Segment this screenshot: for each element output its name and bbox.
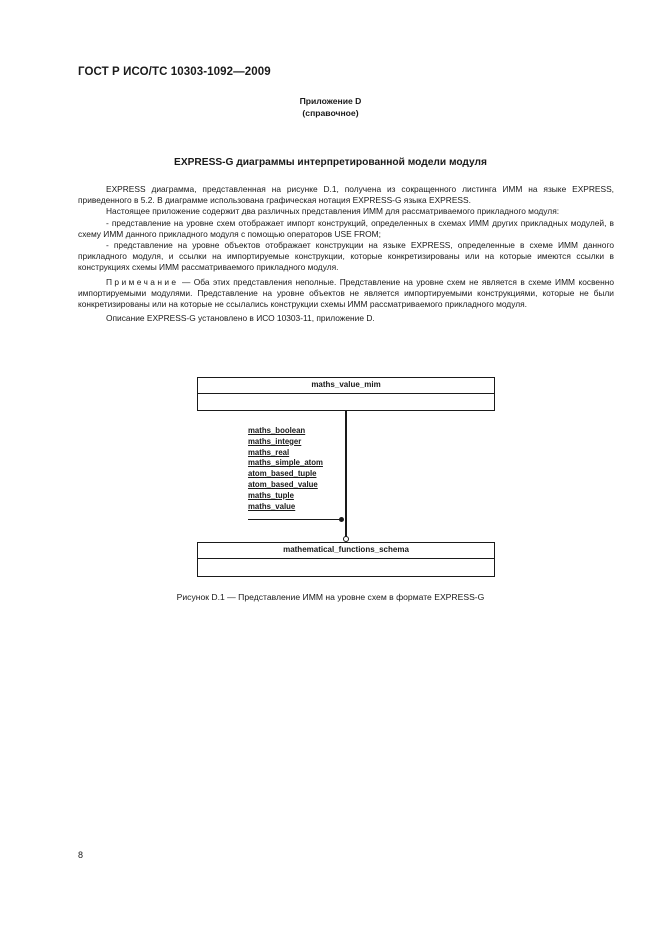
reference-item: maths_value [248,501,296,511]
reference-connector [248,519,342,520]
note-paragraph [78,277,614,311]
reference-item: atom_based_tuple [248,469,317,479]
reference-item: maths_real [248,447,290,457]
reference-item: maths_simple_atom [248,458,323,468]
reference-item: maths_integer [248,436,302,446]
bottom-schema-box [197,542,495,577]
reference-list [248,426,323,512]
top-schema-box [197,377,495,411]
paragraph: EXPRESS диаграмма, представленная на рисунке D.1, получена из сокращенного листинга ИММ на языке EXPRESS, приведенного в 5.2. В диаграмме использована графическая нотация EXPRESS-G языка EXPRESS. [78,184,614,206]
note-text: — Оба этих представления неполные. Представление на уровне схем не является в схеме ИММ косвенно импортируемыми модулями. Представление на уровне объектов не является импортируемыми конструкциями, которые не были конкретизированы или на которые не ссылались конструкции схемы ИММ рассматриваемого прикладного модуля. [78,276,614,310]
top-schema-name: maths_value_mim [198,378,494,394]
paragraph: - представление на уровне схем отображает импорт конструкций, определенных в схемах ИММ других прикладных модулей, в схему ИММ данного прикладного модуля с помощью операторов USE FROM; [78,217,614,239]
bottom-schema-name: mathematical_functions_schema [198,543,494,559]
section-title: EXPRESS-G диаграммы интерпретированной модели модуля [174,157,487,168]
relationship-line [345,411,347,538]
reference-dot [339,517,344,522]
page-number: 8 [78,850,84,860]
reference-item: atom_based_value [248,479,318,489]
reference-item: maths_tuple [248,490,294,500]
body-text [78,184,614,324]
figure-caption: Рисунок D.1 — Представление ИММ на уровне схем в формате EXPRESS-G [176,592,485,602]
note-label: Примечание [106,276,179,287]
paragraph: - представление на уровне объектов отображает конструкции на языке EXPRESS, определенные в схеме ИММ данного прикладного модуля, и ссылки на импортируемые конструкции, которые конкретизированы или на которые имеются ссылки в конструкциях схемы ИММ рассматриваемого прикладного модуля. [78,240,614,273]
description-line: Описание EXPRESS-G установлено в ИСО 10303-11, приложение D. [106,313,375,324]
reference-item: maths_boolean [248,426,306,435]
paragraph: Настоящее приложение содержит два различных представления ИММ для рассматриваемого прикладного модуля: [106,206,560,217]
annex-title: Приложение D [299,96,362,106]
document-header: ГОСТ Р ИСО/ТС 10303-1092—2009 [78,66,271,78]
annex-type: (справочное) [302,108,359,118]
